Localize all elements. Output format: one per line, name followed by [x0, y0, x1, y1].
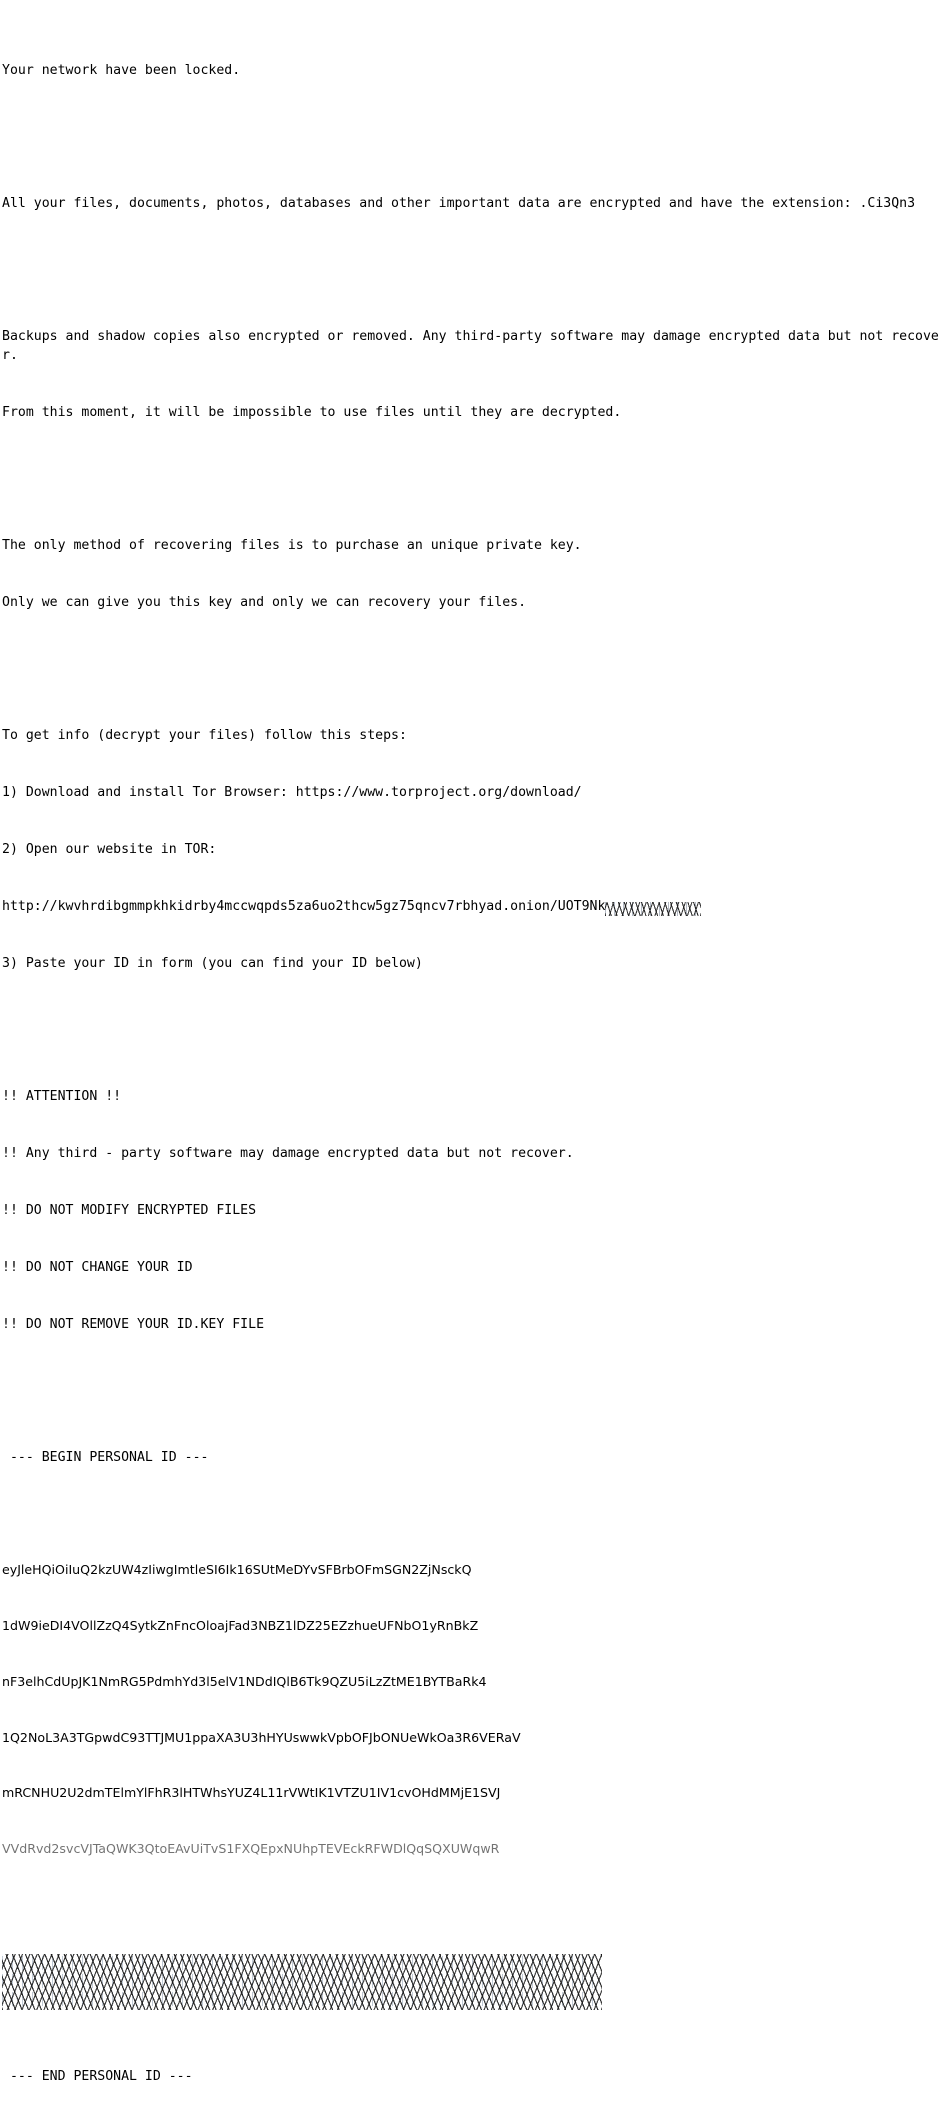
personal-id-line: eyJleHQiOiIuQ2kzUW4zIiwgImtleSI6Ik16SUtMeDYvSFBrbOFmSGN2ZjNsckQ [2, 1562, 472, 1578]
onion-url-text: http://kwvhrdibgmmpkhkidrby4mccwqpds5za6uo2thcw5gz75qncv7rbhyad.onion/UOT9Nk [2, 899, 606, 914]
spacer [2, 1011, 946, 1030]
warning-no-change-id: !! DO NOT CHANGE YOUR ID [2, 1260, 193, 1275]
personal-id-block [2, 1524, 946, 1896]
spacer [2, 460, 946, 479]
paragraph-backups: Backups and shadow copies also encrypted or removed. Any third-party software may damage encrypted data but not recover. [2, 329, 939, 363]
step-tor-browser: 1) Download and install Tor Browser: https://www.torproject.org/download/ [2, 785, 582, 800]
step-open-website: 2) Open our website in TOR: [2, 842, 217, 857]
garbled-url-suffix [605, 902, 701, 916]
spacer [2, 118, 946, 137]
paragraph-impossible: From this moment, it will be impossible to use files until they are decrypted. [2, 405, 622, 420]
spacer [2, 650, 946, 669]
headline: Your network have been locked. [2, 63, 241, 78]
paragraph-private-key: The only method of recovering files is to purchase an unique private key. [2, 538, 582, 553]
personal-id-line: nF3elhCdUpJK1NmRG5PdmhYd3l5elV1NDdIQlB6Tk9QZU5iLzZtME1BYTBaRk4 [2, 1673, 487, 1689]
warning-no-remove-key: !! DO NOT REMOVE YOUR ID.KEY FILE [2, 1317, 265, 1332]
garbled-id-region [2, 1954, 602, 2010]
attention-header: !! ATTENTION !! [2, 1089, 122, 1104]
personal-id-line: VVdRvd2svcVJTaQWK3QtoEAvUiTvS1FXQEpxNUhpTEVEckRFWDlQqSQXUWqwR [2, 1841, 500, 1857]
step-paste-id: 3) Paste your ID in form (you can find your ID below) [2, 956, 423, 971]
personal-id-line: 1dW9ieDI4VOllZzQ4SytkZnFncOloajFad3NBZ1lDZ25EZzhueUFNbO1yRnBkZ [2, 1617, 479, 1633]
spacer [2, 1372, 946, 1391]
onion-url [2, 897, 946, 916]
steps-header: To get info (decrypt your files) follow this steps: [2, 728, 407, 743]
warning-no-modify: !! DO NOT MODIFY ENCRYPTED FILES [2, 1203, 257, 1218]
paragraph-recovery: Only we can give you this key and only we can recovery your files. [2, 595, 527, 610]
personal-id-end: --- END PERSONAL ID --- [2, 2068, 193, 2084]
personal-id-line: 1Q2NoL3A3TGpwdC93TTJMU1ppaXA3U3hHYUswwkVpbOFJbONUeWkOa3R6VERaV [2, 1729, 521, 1745]
personal-id-begin: --- BEGIN PERSONAL ID --- [2, 1450, 209, 1465]
spacer [2, 251, 946, 270]
warning-third-party: !! Any third - party software may damage encrypted data but not recover. [2, 1146, 574, 1161]
paragraph-encrypted-extension: All your files, documents, photos, databases and other important data are encrypted and have the extension: .Ci3Qn3 [2, 196, 916, 211]
personal-id-line: mRCNHU2U2dmTElmYlFhR3lHTWhsYUZ4L11rVWtIK1VTZU1IV1cvOHdMMjE1SVJ [2, 1785, 501, 1801]
